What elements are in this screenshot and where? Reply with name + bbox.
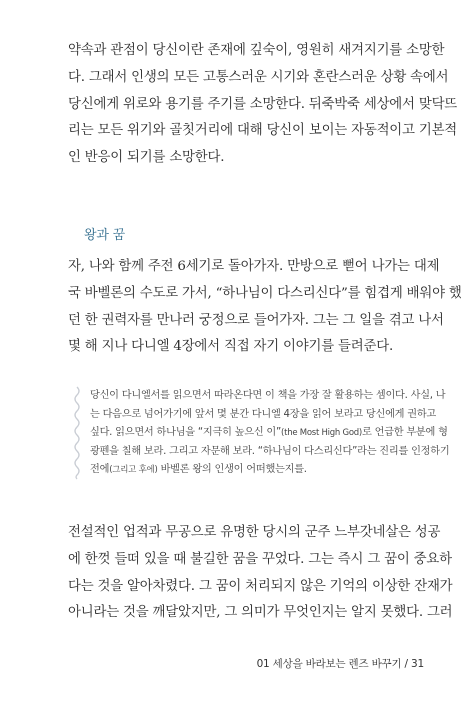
paragraph-1 — [68, 38, 458, 172]
paragraph-3 — [68, 520, 453, 627]
paragraph-line: 리는 모든 위기와 골칫거리에 대해 당신이 보이는 자동적이고 기본적 — [68, 123, 458, 139]
paragraph-line: 던 한 권력자를 만나러 궁정으로 들어가자. 그는 그 일을 겪고 나서 — [68, 312, 444, 328]
callout-aside-note: (그리고 후에) — [109, 465, 158, 476]
callout-line — [90, 461, 423, 480]
callout-line: 당신이 다니엘서를 읽으면서 따라온다면 이 책을 가장 잘 활용하는 셈이다. 사실, 나 — [90, 390, 446, 401]
paragraph-line: 전설적인 업적과 무공으로 유명한 당시의 군주 느부갓네살은 성공 — [68, 525, 441, 540]
paragraph-line: 국 바벨론의 수도로 가서, “하나님이 다스리신다”를 힘겹게 배워야 했 — [68, 285, 462, 301]
paragraph-line: 몇 해 지나 다니엘 4장에서 직접 자기 이야기를 들려준다. — [68, 339, 394, 355]
callout-text — [90, 387, 450, 480]
paragraph-line: 에 한껏 들떠 있을 때 불길한 꿈을 꾸었다. 그는 즉시 그 꿈이 중요하 — [68, 551, 452, 567]
section-heading: 왕과 꿈 — [84, 228, 126, 243]
page-number: 31 — [411, 658, 424, 670]
paragraph-line: 자, 나와 함께 주전 6세기로 돌아가자. 만방으로 뻗어 나가는 대제 — [68, 259, 440, 274]
callout-text-segment: 싶다. 읽으면서 하나님을 “지극히 높으신 이” — [90, 427, 282, 439]
callout-text-segment: 전에 — [90, 464, 110, 476]
callout-box — [72, 387, 450, 479]
paragraph-line: 다는 것을 알아차렸다. 그 꿈이 처리되지 않은 기억의 이상한 잔재가 — [68, 578, 453, 594]
paragraph-line: 당신에게 위로와 용기를 주기를 소망한다. 뒤죽박죽 세상에서 맞닥뜨 — [68, 96, 458, 112]
callout-text-segment: 바벨론 왕의 인생이 어떠했는지를. — [157, 464, 307, 476]
paragraph-line: 약속과 관점이 당신이란 존재에 깊숙이, 영원히 새겨지기를 소망한 — [68, 43, 445, 58]
paragraph-line: 인 반응이 되기를 소망한다. — [68, 150, 225, 166]
paragraph-line: 다. 그래서 인생의 모든 고통스러운 시기와 혼란스러운 상황 속에서 — [68, 69, 449, 85]
callout-line: 광펜을 칠해 보라. 그리고 자문해 보라. “하나님이 다스리신다”라는 진리를 인정하기 — [90, 445, 450, 457]
paragraph-line: 아니라는 것을 깨달았지만, 그 의미가 무엇인지는 알지 못했다. 그러 — [68, 605, 453, 621]
wavy-line-icon — [72, 387, 82, 479]
callout-text-segment: 로 언급한 부분에 형 — [362, 427, 448, 439]
footer-separator: / — [404, 658, 408, 670]
callout-line: 는 다음으로 넘어가기에 앞서 몇 분간 다니엘 4장을 읽어 보라고 당신에게 권하고 — [90, 408, 437, 420]
page-footer — [257, 656, 424, 671]
callout-english-note: (the Most High God) — [281, 428, 362, 439]
paragraph-2 — [68, 254, 462, 361]
callout-line — [90, 424, 448, 443]
footer-chapter-title: 01 세상을 바라보는 렌즈 바꾸기 — [256, 658, 402, 670]
